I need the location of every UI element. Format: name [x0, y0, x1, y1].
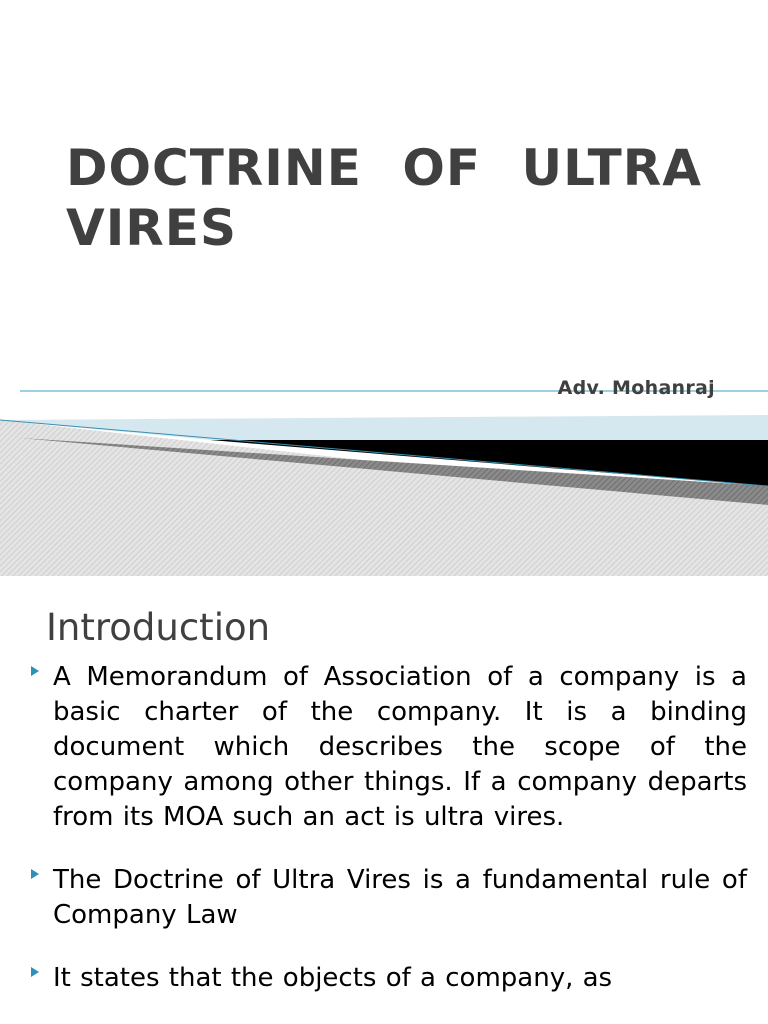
bullet-item	[0, 660, 768, 835]
triangle-bullet-icon	[31, 869, 39, 879]
triangle-bullet-icon	[31, 967, 39, 977]
content-slide	[0, 576, 768, 1024]
bullet-text: The Doctrine of Ultra Vires is a fundamental rule of Company Law	[53, 865, 747, 930]
triangle-bullet-icon	[31, 666, 39, 676]
bullet-item	[0, 961, 768, 996]
bullet-item	[0, 863, 768, 933]
bullet-text: It states that the objects of a company, as	[53, 963, 613, 993]
slide-title: DOCTRINE OF ULTRA VIRES	[66, 139, 702, 257]
author-name: Adv. Mohanraj	[557, 377, 715, 399]
bullet-text: A Memorandum of Association of a company is a basic charter of the company. It is a binding document which describes the scope of the company among other things. If a company departs from its MOA such an act is ultra vires.	[53, 662, 747, 832]
bullet-list	[0, 660, 768, 1024]
slide-heading: Introduction	[46, 606, 271, 649]
